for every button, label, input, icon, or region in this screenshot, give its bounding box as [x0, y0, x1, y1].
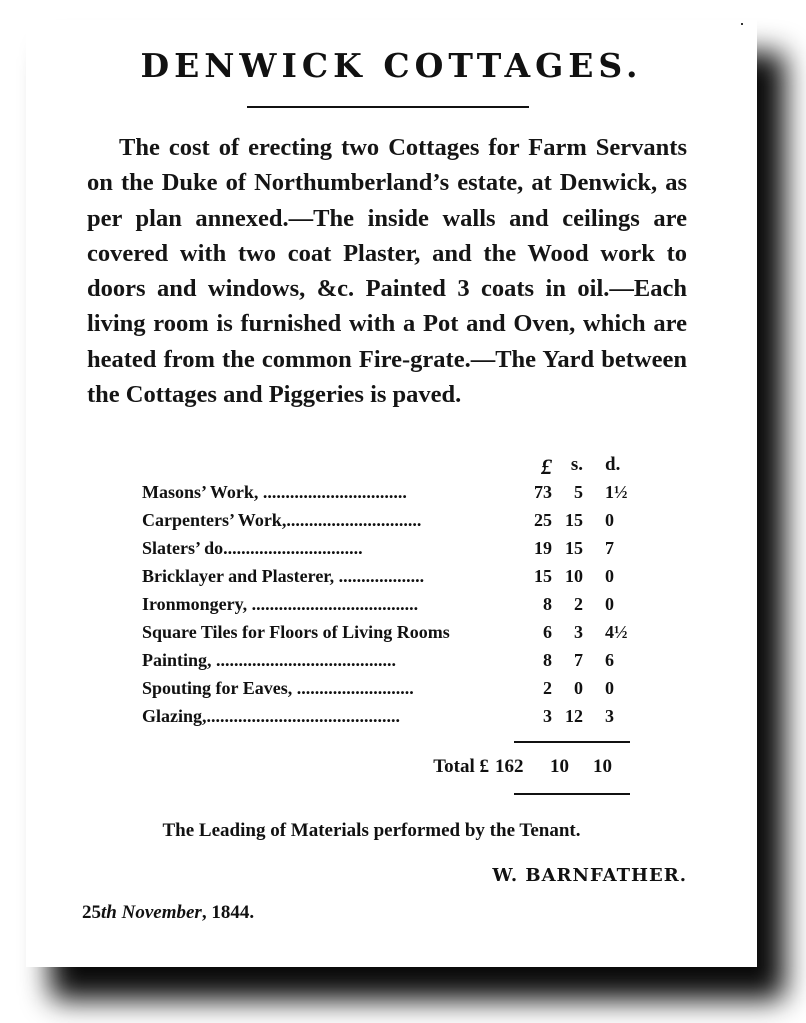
total-shillings: 10 — [550, 756, 569, 777]
row-pounds: 73 — [534, 482, 552, 502]
row-shillings: 15 — [565, 538, 583, 558]
signature: W. BARNFATHER. — [492, 865, 687, 886]
row-pounds: 8 — [543, 650, 552, 670]
row-pounds: 19 — [534, 538, 552, 558]
table-header — [142, 454, 642, 482]
row-shillings: 10 — [565, 566, 583, 586]
table-row — [142, 622, 642, 650]
date-suffix: th — [101, 902, 117, 923]
row-pence: 4½ — [605, 622, 628, 642]
row-shillings: 15 — [565, 510, 583, 530]
date-day: 25 — [82, 902, 101, 923]
total-pounds: 162 — [495, 756, 524, 777]
row-pounds: 3 — [543, 706, 552, 726]
row-item: Painting, ........................................ — [142, 650, 397, 670]
row-shillings: 0 — [574, 678, 583, 698]
row-item: Square Tiles for Floors of Living Rooms — [142, 622, 450, 642]
header-shillings: s. — [570, 454, 583, 475]
row-pence: 0 — [605, 510, 614, 530]
row-pounds: 25 — [534, 510, 552, 530]
row-pence: 6 — [605, 650, 614, 670]
tenant-note: The Leading of Materials performed by the Tenant. — [162, 820, 581, 841]
paragraph-text: The cost of erecting two Cottages for Farm Servants on the Duke of Northumberland’s estate, at Denwick, as per plan annexed.—The inside walls and ceilings are covered with two coat Plaster, and the Wood work to doors and windows, &c. Painted 3 coats in oil.—Each living room is furnished with a Pot and Oven, which are heated from the common Fire-grate.—The Yard between the Cottages and Piggeries is paved. — [87, 134, 687, 409]
header-pounds: £ — [541, 454, 552, 479]
row-item: Masons’ Work, ................................ — [142, 482, 407, 502]
row-item: Bricklayer and Plasterer, ................... — [142, 566, 425, 586]
row-pence: 3 — [605, 706, 614, 726]
row-pence: 0 — [605, 678, 614, 698]
table-row — [142, 538, 642, 566]
header-pence: d. — [605, 454, 621, 475]
total-pence: 10 — [593, 756, 612, 777]
cost-table — [142, 454, 642, 734]
date-month: November — [121, 902, 202, 923]
table-row — [142, 482, 642, 510]
row-pounds: 8 — [543, 594, 552, 614]
table-row — [142, 510, 642, 538]
speck — [741, 23, 743, 25]
row-pounds: 15 — [534, 566, 552, 586]
row-shillings: 7 — [574, 650, 583, 670]
title-rule — [247, 106, 529, 108]
document-page — [26, 20, 757, 967]
row-pence: 0 — [605, 566, 614, 586]
row-pounds: 2 — [543, 678, 552, 698]
table-row — [142, 706, 642, 734]
document-title: DENWICK COTTAGES. — [140, 46, 643, 85]
description-paragraph — [87, 130, 687, 412]
row-pence: 0 — [605, 594, 614, 614]
row-shillings: 2 — [574, 594, 583, 614]
total-label: Total £ — [433, 756, 489, 777]
row-pounds: 6 — [543, 622, 552, 642]
table-row — [142, 678, 642, 706]
table-row — [142, 594, 642, 622]
total-rule-top — [514, 741, 630, 743]
row-shillings: 12 — [565, 706, 583, 726]
date-year: , 1844. — [201, 902, 255, 923]
row-shillings: 3 — [574, 622, 583, 642]
row-item: Spouting for Eaves, .......................... — [142, 678, 414, 698]
row-item: Glazing,........................................... — [142, 706, 401, 726]
total-row — [26, 756, 757, 786]
row-shillings: 5 — [574, 482, 583, 502]
row-item: Slaters’ do............................... — [142, 538, 363, 558]
table-row — [142, 566, 642, 594]
table-row — [142, 650, 642, 678]
row-item: Carpenters’ Work,.............................. — [142, 510, 422, 530]
row-item: Ironmongery, ..................................... — [142, 594, 419, 614]
row-pence: 1½ — [605, 482, 628, 502]
document-date — [82, 902, 254, 924]
row-pence: 7 — [605, 538, 614, 558]
total-rule-bottom — [514, 793, 630, 795]
